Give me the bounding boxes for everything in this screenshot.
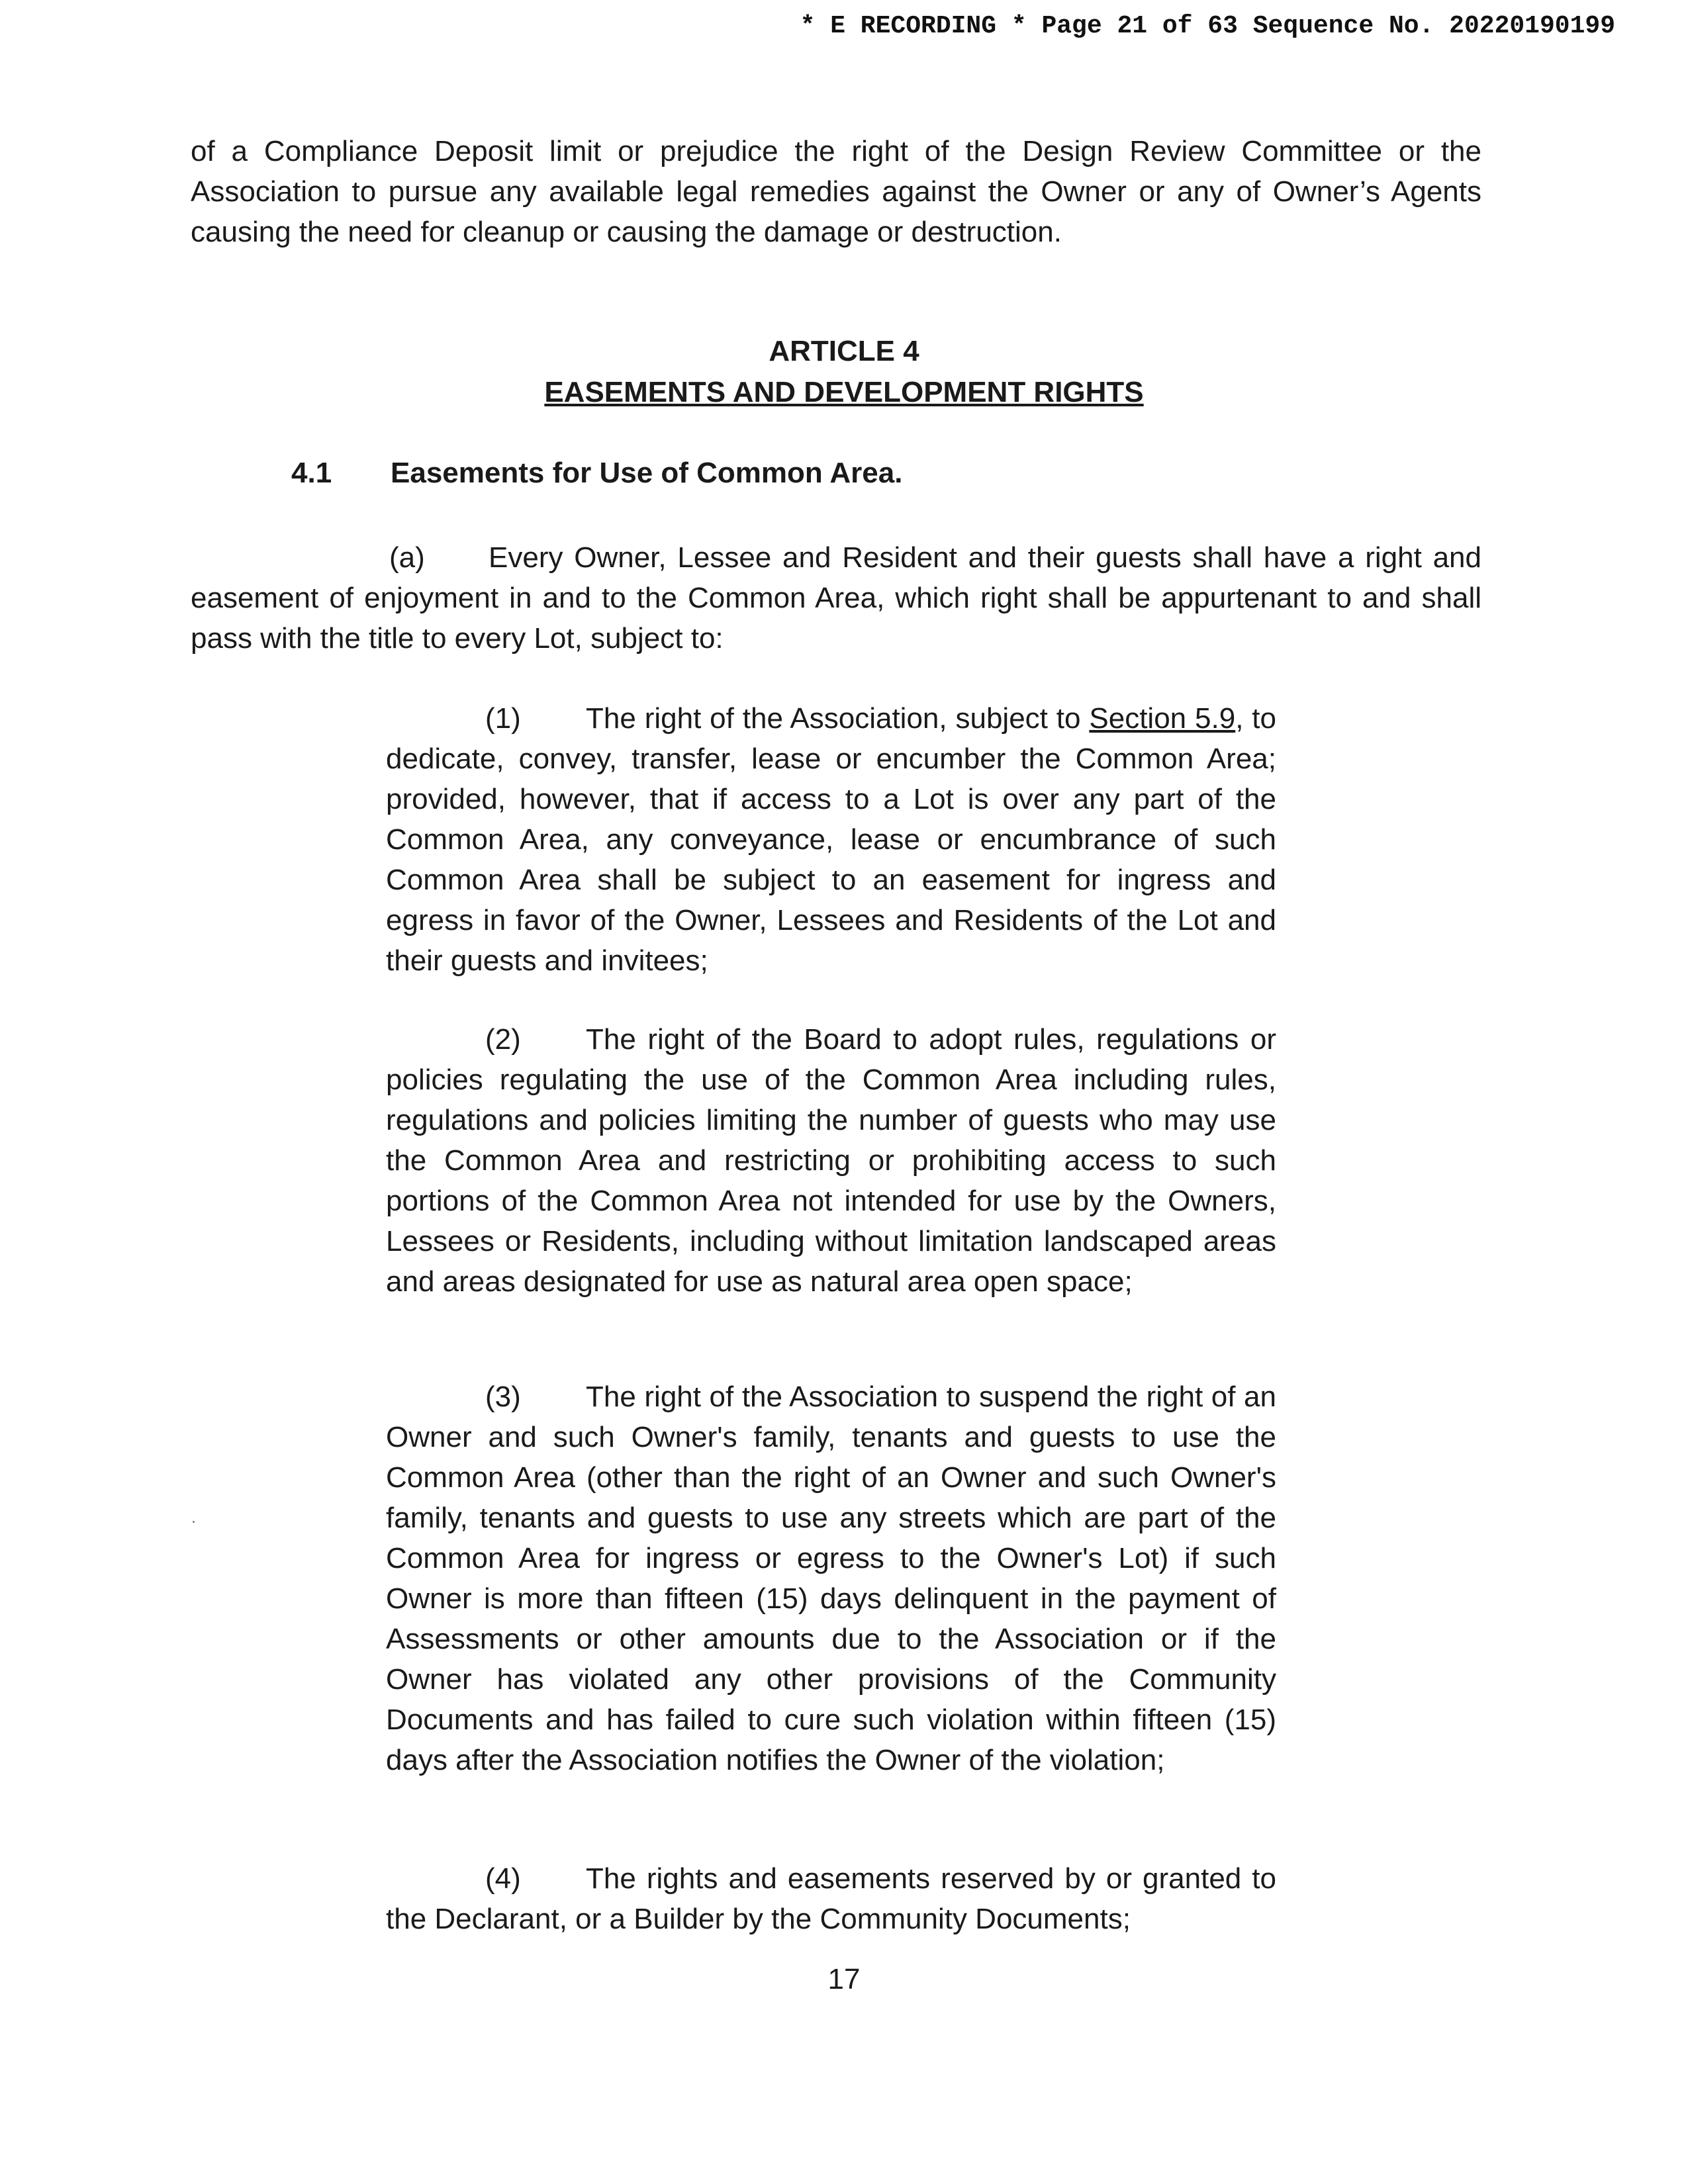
paragraph-a-label: (a) xyxy=(389,541,425,574)
list-item-text: The right of the Association, subject to xyxy=(586,702,1090,735)
list-item-label: (1) xyxy=(485,702,521,735)
paragraph-a-text: Every Owner, Lessee and Resident and their guests shall have a right and easement of enjoyment in and to the Common Area, which right shall be appurtenant to and shall pass with the title to every Lot, subject to: xyxy=(191,541,1481,655)
page-number: 17 xyxy=(827,1963,861,1995)
list-item xyxy=(386,1019,1276,1302)
list-item-text-continued: , to dedicate, convey, transfer, lease or encumber the Common Area; provided, however, that if access to a Lot is over any part of the Common Area, any conveyance, lease or encumbrance of such Common Area shall be subject to an easement for ingress and egress in favor of the Owner, Lessees and Residents of the Lot and their guests and invitees; xyxy=(386,702,1276,977)
section-heading xyxy=(291,453,902,494)
article-number: ARTICLE 4 xyxy=(769,335,919,367)
article-title: EASEMENTS AND DEVELOPMENT RIGHTS xyxy=(544,376,1144,408)
list-item-label: (4) xyxy=(485,1862,521,1895)
paragraph-a xyxy=(191,537,1481,659)
section-number: 4.1 xyxy=(291,457,332,489)
list-item xyxy=(386,698,1276,981)
list-item-label: (3) xyxy=(485,1381,521,1413)
list-item-text: The right of the Board to adopt rules, regulations or policies regulating the use of the Common Area including rules, regulations and policies limiting the number of guests who may use the Common Area and restricting or prohibiting access to such portions of the Common Area not intended for use by the Owners, Lessees or Residents, including without limitation landscaped areas and areas designated for use as natural area open space; xyxy=(386,1023,1276,1298)
list-item xyxy=(386,1377,1276,1780)
section-reference-link: Section 5.9 xyxy=(1089,702,1236,735)
list-item xyxy=(386,1858,1276,1939)
section-title: Easements for Use of Common Area. xyxy=(391,457,903,489)
list-item-text: The right of the Association to suspend the right of an Owner and such Owner's family, tenants and guests to use the Common Area (other than the right of an Owner and such Owner's family, tenants and guests to use any streets which are part of the Common Area for ingress or egress to the Owner's Lot) if such Owner is more than fifteen (15) days delinquent in the payment of Assessments or other amounts due to the Association or if the Owner has violated any other provisions of the Community Documents and has failed to cure such violation within fifteen (15) days after the Association notifies the Owner of the violation; xyxy=(386,1381,1276,1776)
intro-paragraph: of a Compliance Deposit limit or prejudice the right of the Design Review Committee or the Association to pursue any available legal remedies against the Owner or any of Owner’s Agents causing the need for cleanup or causing the damage or destruction. xyxy=(191,135,1481,248)
list-item-label: (2) xyxy=(485,1023,521,1056)
article-heading xyxy=(0,331,1688,413)
recording-stamp-header: * E RECORDING * Page 21 of 63 Sequence No. 20220190199 xyxy=(800,12,1615,40)
scan-speck xyxy=(193,1521,195,1523)
list-item-text: The rights and easements reserved by or granted to the Declarant, or a Builder by the Community Documents; xyxy=(386,1862,1276,1935)
